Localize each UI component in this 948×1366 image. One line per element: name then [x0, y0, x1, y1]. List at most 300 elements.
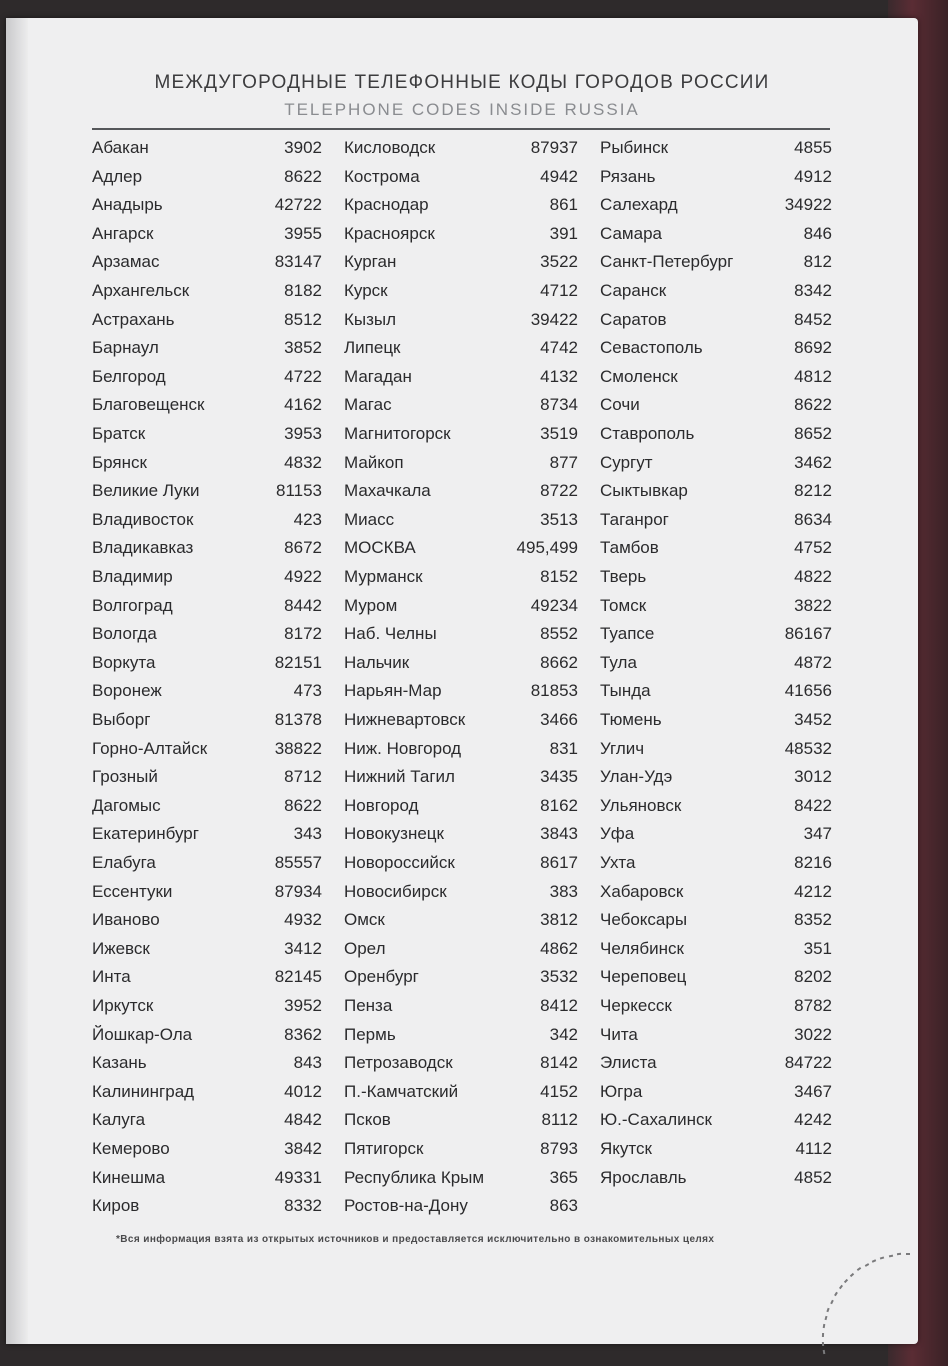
city-name: Ярославль — [600, 1167, 687, 1187]
city-name: Самара — [600, 223, 662, 243]
table-row — [600, 453, 832, 481]
city-name: Ангарск — [92, 223, 154, 243]
table-row — [92, 538, 322, 566]
city-name: Сочи — [600, 395, 640, 415]
phone-code: 4112 — [795, 1139, 832, 1158]
phone-code: 8216 — [794, 853, 832, 872]
table-row — [344, 138, 578, 166]
table-row — [600, 310, 832, 338]
phone-code: 3519 — [540, 424, 578, 443]
phone-code: 8422 — [794, 795, 832, 815]
city-name: Ниж. Новгород — [344, 738, 462, 758]
table-row — [600, 424, 832, 452]
phone-code: 8622 — [284, 795, 322, 815]
city-name: Горно-Алтайск — [92, 738, 208, 758]
table-row — [92, 1082, 322, 1110]
city-name: Углич — [600, 738, 645, 758]
phone-code: 4842 — [284, 1110, 322, 1130]
phone-code: 4942 — [540, 166, 578, 186]
city-name: Оренбург — [344, 967, 419, 987]
city-name: Магнитогорск — [344, 424, 451, 443]
table-row — [92, 996, 322, 1024]
city-name: Владимир — [92, 567, 173, 586]
phone-code: 8342 — [794, 281, 832, 300]
phone-code: 351 — [803, 938, 832, 958]
stitch-dot — [906, 1253, 910, 1255]
table-row — [92, 1168, 322, 1196]
city-name: Тюмень — [600, 710, 662, 729]
stitch-dot — [872, 1259, 876, 1262]
phone-code: 423 — [293, 509, 322, 529]
phone-code: 343 — [293, 824, 322, 844]
city-name: Красноярск — [344, 223, 435, 243]
city-name: Нижневартовск — [344, 710, 466, 729]
table-row — [600, 195, 832, 223]
phone-code: 4922 — [284, 567, 322, 586]
phone-code: 877 — [549, 452, 578, 472]
city-name: Таганрог — [600, 509, 669, 529]
phone-code: 3435 — [540, 767, 578, 787]
phone-code: 4852 — [794, 1167, 832, 1187]
city-name: Великие Луки — [92, 481, 200, 501]
phone-code: 3513 — [540, 509, 578, 529]
city-name: Новосибирск — [344, 881, 447, 901]
city-name: Махачкала — [344, 481, 431, 501]
city-name: Муром — [344, 595, 398, 615]
table-row — [600, 1110, 832, 1138]
phone-code: 843 — [293, 1053, 322, 1073]
table-row — [344, 367, 578, 395]
city-name: Тында — [600, 681, 651, 701]
table-row — [92, 424, 322, 452]
phone-code: 383 — [549, 881, 578, 901]
city-name: Вологда — [92, 624, 157, 644]
phone-code: 8112 — [541, 1110, 578, 1130]
phone-code: 8152 — [540, 567, 578, 586]
phone-code: 347 — [803, 824, 832, 844]
city-name: Кинешма — [92, 1167, 166, 1187]
city-name: Сыктывкар — [600, 481, 688, 501]
phone-code: 3467 — [794, 1081, 832, 1101]
city-name: Ставрополь — [600, 424, 695, 443]
city-name: Сургут — [600, 452, 653, 472]
city-name: Рязань — [600, 166, 656, 186]
city-name: П.-Камчатский — [344, 1081, 459, 1101]
table-row — [344, 252, 578, 280]
table-row — [344, 824, 578, 852]
footnote: *Вся информация взята из открытых источников и предоставляется исключительно в ознакомительных целях — [116, 1234, 715, 1245]
phone-code: 8182 — [284, 281, 322, 300]
stitch-dot — [822, 1333, 824, 1337]
phone-code: 8782 — [794, 996, 832, 1015]
phone-code: 4862 — [540, 938, 578, 958]
city-name: Уфа — [600, 824, 635, 844]
table-row — [600, 710, 832, 738]
phone-code: 4162 — [284, 395, 322, 415]
table-row — [600, 824, 832, 852]
city-name: Благовещенск — [92, 395, 205, 415]
table-row — [600, 538, 832, 566]
city-name: Новгород — [344, 795, 419, 815]
table-row — [344, 1196, 578, 1224]
table-row — [344, 510, 578, 538]
city-name: Санкт-Петербург — [600, 252, 734, 272]
table-row — [344, 453, 578, 481]
phone-code: 38822 — [274, 738, 322, 758]
city-name: Киров — [92, 1196, 140, 1216]
table-row — [344, 395, 578, 423]
city-name: Чебоксары — [600, 910, 688, 930]
city-name: Барнаул — [92, 338, 159, 358]
phone-code: 4872 — [794, 652, 832, 672]
table-row — [600, 567, 832, 595]
table-row — [600, 252, 832, 280]
phone-code: 4822 — [794, 567, 832, 586]
phone-code: 3843 — [540, 824, 578, 844]
phone-code: 4242 — [794, 1110, 832, 1130]
table-row — [344, 681, 578, 709]
phone-code: 8202 — [794, 967, 832, 987]
city-name: Севастополь — [600, 338, 703, 358]
city-name: Братск — [92, 424, 146, 443]
city-name: Волгоград — [92, 595, 173, 615]
phone-code: 831 — [549, 738, 578, 758]
table-row — [600, 1082, 832, 1110]
phone-code: 8622 — [794, 395, 832, 415]
city-name: Нальчик — [344, 652, 410, 672]
table-row — [344, 424, 578, 452]
city-name: Ульяновск — [600, 795, 682, 815]
table-row — [92, 967, 322, 995]
table-row — [600, 167, 832, 195]
phone-code: 8617 — [540, 853, 578, 872]
table-row — [600, 882, 832, 910]
phone-code: 83147 — [274, 252, 322, 272]
stitch-dot — [839, 1285, 843, 1289]
table-row — [600, 1053, 832, 1081]
city-name: Магас — [344, 395, 392, 415]
phone-code: 4752 — [794, 538, 832, 558]
table-row — [92, 252, 322, 280]
phone-code: 81153 — [275, 481, 322, 501]
phone-code: 812 — [803, 252, 832, 272]
phone-code: 8722 — [540, 481, 578, 501]
city-name: Улан-Удэ — [600, 767, 673, 787]
city-name: Владикавказ — [92, 538, 194, 558]
phone-code: 85557 — [274, 853, 322, 872]
table-row — [344, 1139, 578, 1167]
city-name: Адлер — [92, 166, 143, 186]
phone-code: 4152 — [540, 1081, 578, 1101]
phone-code: 473 — [293, 681, 322, 701]
city-name: Тула — [600, 652, 637, 672]
phone-code: 8412 — [540, 996, 578, 1015]
phone-code: 342 — [549, 1024, 578, 1044]
city-name: Иркутск — [92, 996, 154, 1015]
city-name: Пермь — [344, 1024, 396, 1044]
city-name: Хабаровск — [600, 881, 684, 901]
city-name: Курск — [344, 281, 388, 300]
stitch-dot — [844, 1278, 848, 1282]
city-name: Арзамас — [92, 252, 160, 272]
table-row — [600, 510, 832, 538]
phone-code: 8672 — [284, 538, 322, 558]
phone-code: 3022 — [794, 1024, 832, 1044]
table-row — [344, 167, 578, 195]
city-name: Елабуга — [92, 853, 156, 872]
table-row — [92, 310, 322, 338]
table-row — [344, 767, 578, 795]
city-name: Нарьян-Мар — [344, 681, 442, 701]
phone-code: 3955 — [284, 223, 322, 243]
phone-code: 863 — [549, 1196, 578, 1216]
table-row — [344, 281, 578, 309]
table-row — [344, 1168, 578, 1196]
city-name: Калининград — [92, 1081, 195, 1101]
city-name: Выборг — [92, 710, 151, 729]
phone-code: 3852 — [284, 338, 322, 358]
table-row — [600, 681, 832, 709]
phone-code: 41656 — [784, 681, 832, 701]
table-row — [600, 338, 832, 366]
phone-code: 34922 — [784, 195, 832, 215]
phone-code: 8692 — [794, 338, 832, 358]
city-name: Пенза — [344, 996, 393, 1015]
city-name: МОСКВА — [344, 538, 416, 558]
table-row — [344, 996, 578, 1024]
city-name: Наб. Челны — [344, 624, 437, 644]
table-row — [344, 224, 578, 252]
table-row — [600, 1025, 832, 1053]
table-row — [344, 796, 578, 824]
phone-code: 86167 — [784, 624, 832, 644]
table-row — [600, 224, 832, 252]
city-name: Калуга — [92, 1110, 146, 1130]
city-name: Чита — [600, 1024, 638, 1044]
table-row — [344, 596, 578, 624]
table-row — [344, 853, 578, 881]
city-name: Ю.-Сахалинск — [600, 1110, 712, 1130]
city-name: Кемерово — [92, 1139, 170, 1158]
phone-code: 4712 — [540, 281, 578, 300]
phone-code: 42722 — [274, 195, 322, 215]
table-row — [600, 281, 832, 309]
table-row — [92, 510, 322, 538]
page-title: МЕЖДУГОРОДНЫЕ ТЕЛЕФОННЫЕ КОДЫ ГОРОДОВ РОССИИ — [154, 72, 770, 93]
stitch-dot — [897, 1253, 901, 1255]
table-row — [92, 1139, 322, 1167]
table-row — [344, 967, 578, 995]
phone-code: 8352 — [794, 910, 832, 930]
city-name: Мурманск — [344, 567, 423, 586]
city-name: Рыбинск — [600, 138, 669, 157]
stitch-dot — [834, 1292, 838, 1296]
city-name: Тверь — [600, 567, 647, 586]
city-name: Пятигорск — [344, 1139, 424, 1158]
stitch-dot — [830, 1300, 834, 1304]
table-row — [344, 910, 578, 938]
phone-code: 81378 — [274, 710, 322, 729]
table-row — [92, 596, 322, 624]
table-row — [92, 739, 322, 767]
phone-code: 3532 — [540, 967, 578, 987]
city-name: Ухта — [600, 853, 636, 872]
table-row — [92, 224, 322, 252]
phone-code: 8332 — [284, 1196, 322, 1216]
table-row — [344, 1053, 578, 1081]
table-row — [344, 710, 578, 738]
city-name: Ессентуки — [92, 881, 173, 901]
book-page — [6, 18, 918, 1344]
phone-code: 81853 — [530, 681, 578, 701]
phone-code: 4742 — [540, 338, 578, 358]
table-row — [92, 1196, 322, 1224]
city-name: Анадырь — [92, 195, 163, 215]
table-row — [600, 138, 832, 166]
phone-code: 84722 — [784, 1053, 832, 1073]
table-row — [600, 481, 832, 509]
phone-code: 8634 — [794, 509, 832, 529]
city-name: Нижний Тагил — [344, 767, 455, 787]
phone-code: 4722 — [284, 366, 322, 386]
table-row — [600, 1168, 832, 1196]
city-name: Кострома — [344, 166, 420, 186]
stitch-dot — [822, 1342, 824, 1346]
phone-code: 87937 — [530, 138, 578, 157]
city-name: Череповец — [600, 967, 687, 987]
city-name: Дагомыс — [92, 795, 161, 815]
phone-code: 3953 — [284, 424, 322, 443]
phone-code: 49331 — [274, 1167, 322, 1187]
page-subtitle: TELEPHONE CODES INSIDE RUSSIA — [284, 100, 640, 119]
table-row — [92, 167, 322, 195]
table-row — [92, 195, 322, 223]
city-name: Югра — [600, 1081, 643, 1101]
city-name: Петрозаводск — [344, 1053, 453, 1073]
city-name: Архангельск — [92, 281, 190, 300]
table-row — [92, 796, 322, 824]
table-row — [92, 481, 322, 509]
phone-code: 8442 — [284, 595, 322, 615]
table-row — [600, 1139, 832, 1167]
table-row — [600, 767, 832, 795]
city-name: Курган — [344, 252, 397, 272]
stitch-dot — [850, 1273, 854, 1277]
phone-code: 8142 — [540, 1053, 578, 1073]
phone-code: 82151 — [274, 652, 322, 672]
phone-code: 4012 — [284, 1081, 322, 1101]
table-row — [92, 567, 322, 595]
table-row — [92, 281, 322, 309]
city-name: Инта — [92, 967, 131, 987]
table-row — [344, 195, 578, 223]
phone-code: 3842 — [284, 1139, 322, 1158]
phone-code: 391 — [549, 223, 578, 243]
table-row — [344, 739, 578, 767]
phone-code: 8793 — [540, 1139, 578, 1158]
city-name: Ростов-на-Дону — [344, 1196, 468, 1216]
table-row — [600, 996, 832, 1024]
city-name: Орел — [344, 938, 386, 958]
city-name: Краснодар — [344, 195, 429, 215]
table-row — [344, 338, 578, 366]
table-row — [92, 910, 322, 938]
phone-code: 39422 — [530, 309, 578, 329]
table-row — [600, 796, 832, 824]
table-row — [92, 338, 322, 366]
phone-code: 3952 — [284, 996, 322, 1015]
city-name: Саратов — [600, 309, 667, 329]
stitch-dot — [880, 1256, 884, 1259]
phone-code: 3812 — [540, 910, 578, 930]
city-name: Магадан — [344, 366, 412, 386]
phone-code: 3452 — [794, 710, 832, 729]
city-name: Липецк — [344, 338, 401, 358]
phone-code: 4832 — [284, 452, 322, 472]
phone-code: 4212 — [794, 881, 832, 901]
phone-code: 8734 — [540, 395, 578, 415]
phone-code: 8712 — [284, 767, 322, 787]
table-row — [344, 1082, 578, 1110]
table-row — [600, 653, 832, 681]
table-row — [92, 453, 322, 481]
city-name: Казань — [92, 1053, 147, 1073]
city-name: Черкесск — [600, 996, 672, 1015]
phone-code: 3522 — [540, 252, 578, 272]
table-row — [92, 653, 322, 681]
phone-code: 365 — [549, 1167, 578, 1187]
phone-code: 8552 — [540, 624, 578, 644]
phone-code: 8212 — [794, 481, 832, 501]
city-name: Смоленск — [600, 366, 678, 386]
table-row — [344, 939, 578, 967]
table-row — [92, 681, 322, 709]
table-row — [600, 739, 832, 767]
phone-code: 861 — [549, 195, 578, 215]
phone-code: 3902 — [284, 138, 322, 157]
table-row — [344, 653, 578, 681]
city-name: Элиста — [600, 1053, 657, 1073]
city-name: Республика Крым — [344, 1167, 485, 1187]
table-row — [344, 538, 578, 566]
city-name: Брянск — [92, 452, 147, 472]
phone-code: 8162 — [540, 795, 578, 815]
phone-code: 8622 — [284, 166, 322, 186]
city-name: Грозный — [92, 767, 158, 787]
stitch-dot — [827, 1308, 830, 1312]
city-name: Йошкар-Ола — [92, 1024, 193, 1044]
table-row — [92, 624, 322, 652]
table-row — [600, 939, 832, 967]
city-name: Туапсе — [600, 624, 655, 644]
phone-code: 846 — [803, 223, 832, 243]
table-row — [92, 395, 322, 423]
phone-code: 8512 — [284, 309, 322, 329]
phone-code: 48532 — [784, 738, 832, 758]
city-name: Томск — [600, 595, 647, 615]
phone-code: 4932 — [284, 910, 322, 930]
phone-code: 8662 — [540, 652, 578, 672]
table-row — [344, 1110, 578, 1138]
phone-code: 82145 — [274, 967, 322, 987]
table-row — [600, 367, 832, 395]
table-row — [92, 853, 322, 881]
stitch-dot — [857, 1267, 861, 1271]
city-name: Астрахань — [92, 309, 175, 329]
phone-code: 8172 — [284, 624, 322, 644]
city-name: Абакан — [92, 138, 149, 157]
city-name: Псков — [344, 1110, 391, 1130]
